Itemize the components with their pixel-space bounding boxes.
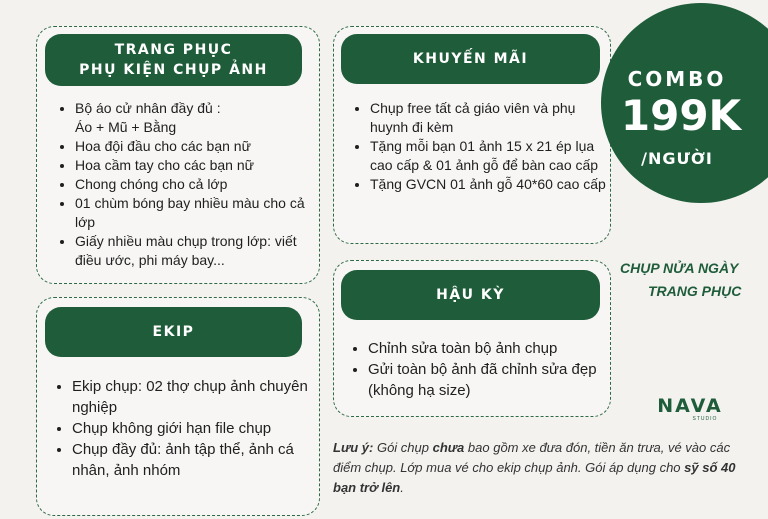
- list-item: • Hoa cầm tay cho các bạn nữ: [75, 156, 315, 175]
- promo-title: KHUYẾN MÃI: [341, 34, 600, 84]
- list-item: • Tặng GVCN 01 ảnh gỗ 40*60 cao cấp: [370, 175, 610, 194]
- note-part2: bao gồm xe đưa đón, tiền ăn trưa, vé vào các điểm chụp. Lớp mua vé cho ekip chụp ảnh. Gói áp dụng cho: [333, 440, 731, 475]
- combo-label: COMBO: [627, 67, 727, 91]
- note-text: [333, 438, 753, 498]
- costume-list: [55, 99, 315, 270]
- tagline-line2: TRANG PHỤC: [648, 283, 742, 299]
- list-item: • Chong chóng cho cả lớp: [75, 175, 315, 194]
- list-item: • 01 chùm bóng bay nhiều màu cho cả lớp: [75, 194, 315, 232]
- combo-badge: [601, 3, 768, 203]
- post-title: HẬU KỲ: [341, 270, 600, 320]
- list-item: • Bộ áo cử nhân đầy đủ :: [75, 99, 315, 118]
- list-item: Áo + Mũ + Bằng: [75, 119, 177, 135]
- costume-title: [45, 34, 302, 86]
- promo-list: [350, 99, 610, 194]
- tagline-line1: CHỤP NỬA NGÀY: [620, 260, 739, 276]
- ekip-title: EKIP: [45, 307, 302, 357]
- logo-name: NAVA: [657, 395, 723, 417]
- note-part3: .: [400, 480, 404, 495]
- note-emph2: sỹ số 40 bạn trở lên: [333, 460, 736, 495]
- list-item: • Hoa đội đầu cho các bạn nữ: [75, 137, 315, 156]
- note-label: Lưu ý:: [333, 440, 374, 455]
- combo-unit: /NGƯỜI: [641, 149, 713, 168]
- combo-price: 199K: [620, 91, 742, 140]
- note-part1: Gói chụp: [373, 440, 433, 455]
- list-item: • Giấy nhiều màu chụp trong lớp: viết điều ước, phi máy bay...: [75, 232, 315, 270]
- list-item: • Gửi toàn bộ ảnh đã chỉnh sửa đẹp (không hạ size): [368, 359, 618, 401]
- list-item: • Chỉnh sửa toàn bộ ảnh chụp: [368, 338, 618, 359]
- list-item: • Chụp free tất cả giáo viên và phụ huynh đi kèm: [370, 99, 610, 137]
- costume-title-line1: TRANG PHỤC: [114, 42, 233, 58]
- logo-sub: STUDIO: [692, 416, 718, 422]
- costume-title-line2: PHỤ KIỆN CHỤP ẢNH: [79, 62, 268, 78]
- note-emph1: chưa: [432, 440, 465, 455]
- list-item: • Chụp đầy đủ: ảnh tập thể, ảnh cá nhân, ảnh nhóm: [72, 439, 322, 481]
- ekip-list: [52, 376, 322, 481]
- post-list: [348, 338, 618, 401]
- list-item: • Tặng mỗi bạn 01 ảnh 15 x 21 ép lụa cao cấp & 01 ảnh gỗ để bàn cao cấp: [370, 137, 610, 175]
- list-item: • Chụp không giới hạn file chụp: [72, 418, 322, 439]
- nava-logo: [650, 396, 730, 422]
- list-item: • Ekip chụp: 02 thợ chụp ảnh chuyên nghiệp: [72, 376, 322, 418]
